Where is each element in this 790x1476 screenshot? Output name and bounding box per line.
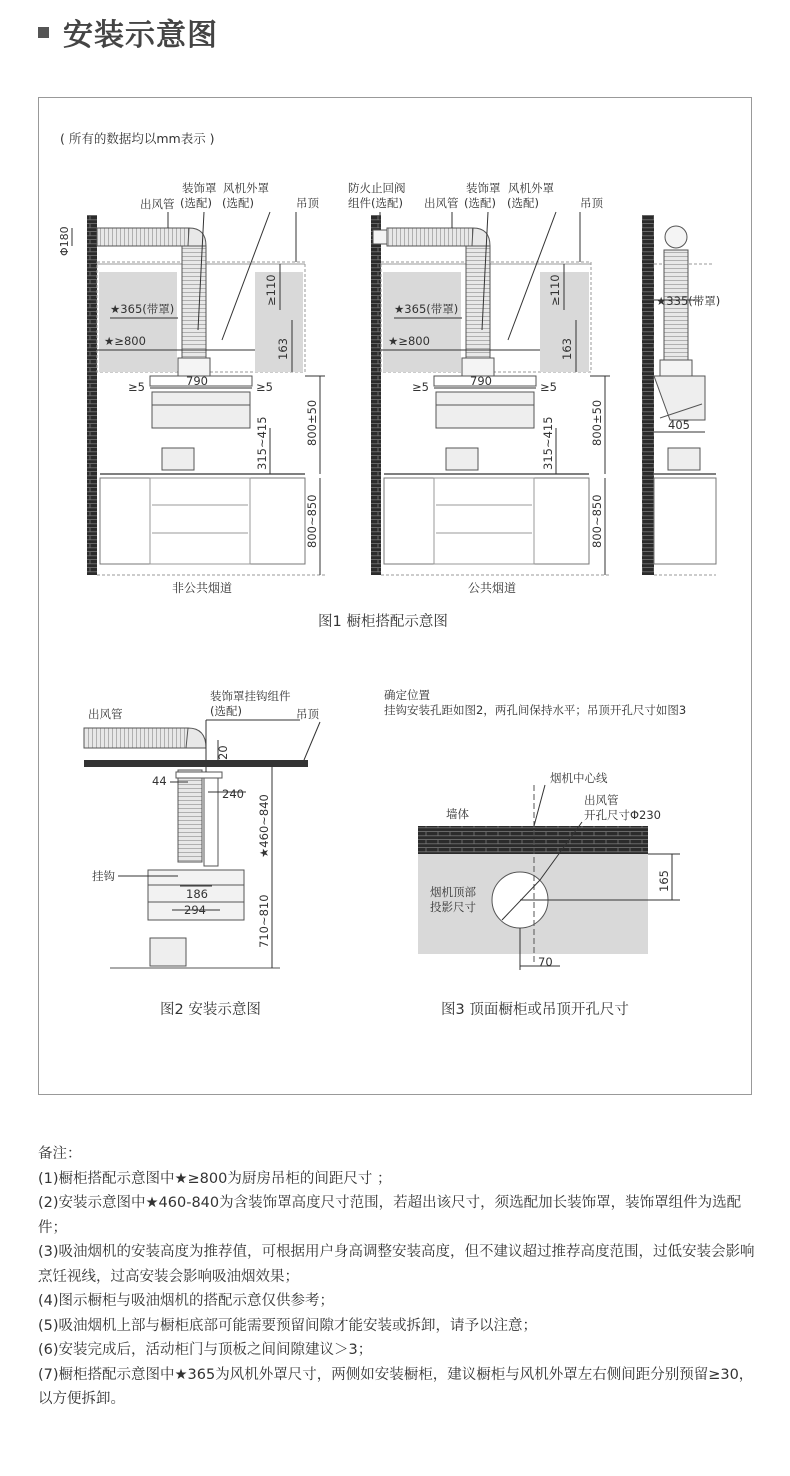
dim-5-right: ≥5 — [256, 380, 273, 394]
fig1-caption: 图1 橱柜搭配示意图 — [318, 614, 448, 630]
fire-check-valve — [373, 230, 387, 244]
dim-710-810: 710~810 — [257, 894, 271, 948]
label-cover: 装饰罩 — [182, 181, 217, 195]
dim-110: ≥110 — [548, 274, 562, 306]
base-cabinet — [100, 478, 305, 564]
fig1-left — [58, 181, 325, 595]
dim-800-850: 800~850 — [590, 494, 604, 548]
label-cover-optional: (选配) — [180, 196, 212, 210]
fig1-right-side-view — [642, 215, 720, 575]
exhaust-duct-vertical — [182, 246, 206, 358]
label-hood: 风机外罩 — [508, 181, 554, 195]
dim-790: 790 — [186, 374, 208, 388]
range-hood-body — [152, 392, 250, 428]
dim-294: 294 — [184, 903, 206, 917]
label-hood: 风机外罩 — [223, 181, 269, 195]
dim-5-left: ≥5 — [412, 380, 429, 394]
fig1-middle — [348, 181, 610, 595]
ceiling-slab — [84, 760, 308, 767]
label-cover: 装饰罩 — [466, 181, 501, 195]
dim-5-left: ≥5 — [128, 380, 145, 394]
dim-5-right: ≥5 — [540, 380, 557, 394]
dim-365: ★365(带罩) — [394, 302, 459, 316]
duct-section — [665, 226, 687, 248]
hood-side-profile — [654, 376, 705, 420]
left-wall-cabinet — [99, 272, 177, 372]
fig2-install-diagram — [84, 689, 320, 968]
label-projection-size: 投影尺寸 — [430, 900, 476, 914]
dim-365: ★365(带罩) — [110, 302, 175, 316]
label-cover-optional: (选配) — [464, 196, 496, 210]
dim-315-415: 315~415 — [255, 416, 269, 470]
dim-44: 44 — [152, 774, 167, 788]
note-3: (3)吸油烟机的安装高度为推荐值，可根据用户身高调整安装高度，但不建议超过推荐高度范围，过低安装会影响烹饪视线，过高安装会影响吸油烟效果； — [38, 1244, 755, 1285]
dim-405: 405 — [668, 418, 690, 432]
label-ceiling: 吊顶 — [580, 196, 603, 210]
caption-non-public-flue: 非公共烟道 — [172, 581, 233, 595]
note-4: (4)图示橱柜与吸油烟机的搭配示意仅供参考； — [38, 1293, 335, 1309]
label-ceiling: 吊顶 — [296, 196, 319, 210]
label-hook-assembly-optional: (选配) — [210, 704, 242, 718]
fig3-text-position: 确定位置 — [384, 688, 430, 702]
units-note: ( 所有的数据均以mm表示 ) — [60, 131, 215, 146]
dim-240: 240 — [222, 787, 244, 801]
dim-800pm50: 800±50 — [305, 399, 319, 446]
wall-bricks — [87, 215, 97, 575]
dim-335: ★335(带罩) — [656, 294, 721, 308]
dim-460-840: ★460~840 — [257, 794, 271, 858]
wall-strip — [418, 826, 648, 854]
note-2: (2)安装示意图中★460-840为含装饰罩高度尺寸范围，若超出该尺寸，须选配加长装饰罩，装饰罩组件为选配件； — [38, 1195, 742, 1236]
fig3-ceiling-hole — [384, 688, 686, 970]
notes-title: 备注： — [38, 1146, 82, 1162]
dim-800: ★≥800 — [388, 334, 430, 348]
dim-110: ≥110 — [264, 274, 278, 306]
wall-bricks — [371, 215, 381, 575]
dim-315-415: 315~415 — [541, 416, 555, 470]
dim-800pm50: 800±50 — [590, 399, 604, 446]
label-projection: 烟机顶部 — [430, 885, 476, 899]
label-center-line: 烟机中心线 — [550, 771, 608, 785]
cooking-pot — [162, 448, 194, 470]
dim-186: 186 — [186, 887, 208, 901]
note-5: (5)吸油烟机上部与橱柜底部可能需要预留间隙才能安装或拆卸，请予以注意； — [38, 1317, 538, 1334]
note-1: (1)橱柜搭配示意图中★≥800为厨房吊柜的间距尺寸 ； — [38, 1170, 392, 1187]
dim-20: 20 — [216, 745, 230, 760]
label-hook-assembly: 装饰罩挂钩组件 — [210, 689, 291, 703]
caption-public-flue: 公共烟道 — [468, 581, 517, 595]
note-6: (6)安装完成后，活动柜门与顶板之间间隙建议＞3； — [38, 1342, 373, 1358]
label-ceiling: 吊顶 — [296, 707, 319, 721]
label-hole-size: 开孔尺寸Φ230 — [584, 808, 662, 822]
dim-70: 70 — [538, 955, 553, 969]
dim-163: 163 — [560, 338, 574, 360]
label-duct: 出风管 — [584, 793, 619, 807]
label-hood-optional: (选配) — [507, 196, 539, 210]
label-duct: 出风管 — [140, 197, 175, 211]
dim-163: 163 — [276, 338, 290, 360]
note-7: (7)橱柜搭配示意图中★365为风机外罩尺寸，两侧如安装橱柜，建议橱柜与风机外罩左右侧间距分别预留≥30，以方便拆卸。 — [38, 1366, 754, 1407]
label-hook: 挂钩 — [92, 869, 115, 883]
label-duct: 出风管 — [424, 196, 459, 210]
exhaust-duct-horizontal — [97, 228, 189, 246]
fig3-caption: 图3 顶面橱柜或吊顶开孔尺寸 — [441, 1002, 629, 1018]
cover-bracket — [204, 774, 218, 866]
fig3-text-instructions: 挂钩安装孔距如图2，两孔间保持水平；吊顶开孔尺寸如图3 — [384, 703, 687, 717]
label-duct: 出风管 — [88, 707, 123, 721]
fig2-caption: 图2 安装示意图 — [160, 1002, 261, 1018]
dim-800: ★≥800 — [104, 334, 146, 348]
label-wall: 墙体 — [446, 807, 469, 821]
dim-790: 790 — [470, 374, 492, 388]
label-valve: 防火止回阀 — [348, 181, 406, 195]
notes-section — [38, 1142, 758, 1412]
dim-phi180: Φ180 — [58, 226, 71, 256]
page-title: 安装示意图 — [63, 18, 218, 53]
dim-165: 165 — [657, 870, 671, 892]
dim-800-850: 800~850 — [305, 494, 319, 548]
label-hood-optional: (选配) — [222, 196, 254, 210]
label-valve-optional: 组件(选配) — [348, 196, 403, 210]
